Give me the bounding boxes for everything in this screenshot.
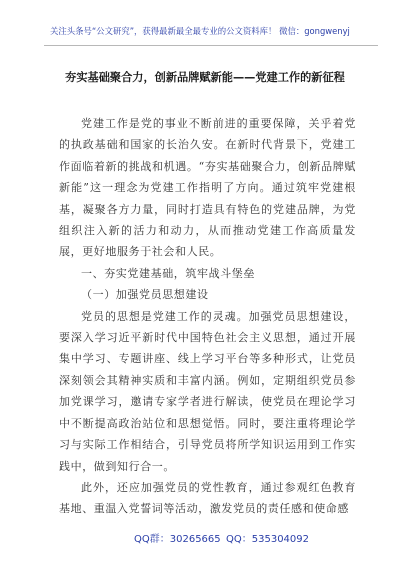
document-title: 夯实基础聚合力，创新品牌赋新能——党建工作的新征程 bbox=[65, 71, 345, 84]
body-paragraph: 党员的思想是党建工作的灵魂。加强党员思想建设，要深入学习近平新时代中国特色社会主义思想，通过开展集中学习、专题讲座、线上学习平台等多种形式，让党员深刻领会其精神实质和丰富内涵。例如，定期组织党员参加党课学习，邀请专家学者进行解读，使党员在理论学习中不断提高政治站位和思想觉悟。同时，要注重将理论学习与实际工作相结合，引导党员将所学知识运用到工作实践中，做到知行合一。 bbox=[59, 309, 356, 473]
subsection-heading: （一）加强党员思想建设 bbox=[81, 288, 209, 302]
header-divider bbox=[44, 45, 378, 46]
intro-paragraph: 党建工作是党的事业不断前进的重要保障，关乎着党的执政基础和国家的长治久安。在新时代背景下，党建工作面临着新的挑战和机遇。“夯实基础聚合力，创新品牌赋新能”这一理念为党建工作指明了方向。通过筑牢党建根基，凝聚各方力量，同时打造具有特色的党建品牌，为党组织注入新的活力和动力，从而推动党建工作高质量发展，更好地服务于社会和人民。 bbox=[59, 117, 356, 259]
document-body bbox=[59, 113, 356, 520]
qq-group-number: QQ群：30265665 bbox=[134, 534, 221, 545]
section-heading: 一、夯实党建基础，筑牢战斗堡垒 bbox=[81, 266, 255, 280]
promo-banner: 关注头条号“公文研究”，获得最新最全最专业的公文资料库！ 微信：gongwenyj bbox=[50, 26, 350, 36]
page-footer bbox=[0, 528, 408, 552]
page-header bbox=[0, 0, 408, 60]
qq-contact-number: QQ：535304092 bbox=[226, 534, 310, 545]
body-paragraph: 此外，还应加强党员的党性教育，通过参观红色教育基地、重温入党誓词等活动，激发党员的责任感和使命感 bbox=[59, 480, 356, 516]
